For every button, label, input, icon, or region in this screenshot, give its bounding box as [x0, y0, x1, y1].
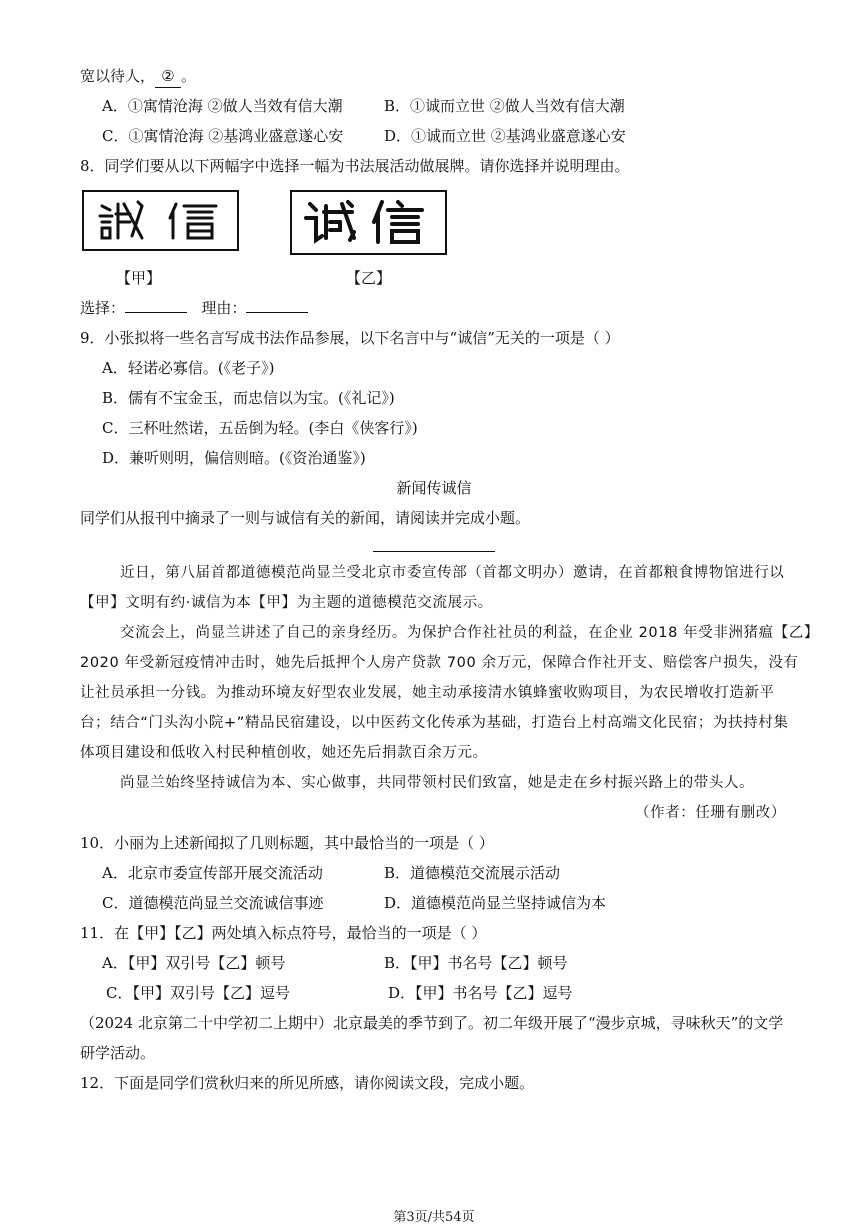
q9-option-d: D．兼听则明，偏信则暗。(《资治通鉴》) — [102, 449, 366, 467]
news-line: 交流会上，尚显兰讲述了自己的亲身经历。为保护合作社社员的利益，在企业 2018 年受非洲猪瘟【乙】 — [120, 625, 820, 641]
reason-blank[interactable] — [246, 298, 308, 313]
q11-option-a: A．【甲】双引号【乙】顿号 — [102, 954, 286, 972]
reason-label: 理由： — [201, 299, 247, 317]
q8-stem: 8．同学们要从以下两幅字中选择一幅为书法展活动做展牌。请你选择并说明理由。 — [80, 157, 630, 175]
q9-option-c: C．三杯吐然诺，五岳倒为轻。(李白《侠客行》) — [102, 419, 418, 437]
q12-stem: 12．下面是同学们赏秋归来的所见所感，请你阅读文段，完成小题。 — [80, 1074, 535, 1092]
calligraphy-image-jia — [82, 190, 239, 251]
q7-option-b: B．①诚而立世 ②做人当效有信大潮 — [384, 97, 625, 115]
q9-stem: 9．小张拟将一些名言写成书法作品参展，以下名言中与“诚信”无关的一项是（ ） — [80, 329, 620, 347]
q9-option-a: A．轻诺必寡信。(《老子》) — [102, 359, 275, 377]
context-line: （2024 北京第二十中学初二上期中）北京最美的季节到了。初二年级开展了“漫步京城，寻味秋天”的文学 — [80, 1014, 784, 1032]
label-jia: 【甲】 — [116, 269, 162, 287]
calligraphy-image-yi — [290, 190, 447, 255]
q10-option-b: B．道德模范交流展示活动 — [384, 864, 561, 882]
context-line: 研学活动。 — [80, 1044, 156, 1062]
q9-option-b: B．儒有不宝金玉，而忠信以为宝。(《礼记》) — [102, 389, 395, 407]
news-line: 台；结合“门头沟小院+”精品民宿建设，以中医药文化传承为基础，打造台上村高端文化民宿；为扶持村集 — [80, 715, 789, 731]
regular-script-icon — [292, 192, 445, 253]
news-line: 2020 年受新冠疫情冲击时，她先后抵押个人房产贷款 700 余万元，保障合作社开支、赔偿客户损失，没有 — [80, 655, 799, 671]
seal-script-icon — [84, 192, 237, 249]
news-line: 尚显兰始终坚持诚信为本、实心做事，共同带领村民们致富，她是走在乡村振兴路上的带头人。 — [120, 775, 755, 791]
q11-stem: 11．在【甲】【乙】两处填入标点符号，最恰当的一项是（ ） — [80, 924, 487, 942]
q8-answer-line — [80, 297, 308, 319]
section-title: 新闻传诚信 — [396, 479, 472, 497]
choose-label: 选择： — [80, 299, 126, 317]
q11-option-d: D．【甲】书名号【乙】逗号 — [388, 984, 573, 1002]
q7-tail: 宽以待人， ② 。 — [80, 65, 196, 88]
separator-line — [373, 551, 495, 552]
q11-option-b: B．【甲】书名号【乙】顿号 — [384, 954, 568, 972]
choose-blank[interactable] — [125, 298, 187, 313]
q11-option-c: C．【甲】双引号【乙】逗号 — [106, 984, 290, 1002]
q7-option-d: D．①诚而立世 ②基鸿业盛意遂心安 — [384, 127, 626, 145]
section-intro: 同学们从报刊中摘录了一则与诚信有关的新闻，请阅读并完成小题。 — [80, 509, 531, 527]
news-line: 近日，第八届首都道德模范尚显兰受北京市委宣传部（首都文明办）邀请，在首都粮食博物馆进行以 — [120, 565, 785, 581]
q10-option-c: C．道德模范尚显兰交流诚信事迹 — [102, 894, 324, 912]
q7-option-a: A．①寓情沧海 ②做人当效有信大潮 — [102, 97, 343, 115]
news-line: 体项目建设和低收入村民种植创收，她还先后捐款百余万元。 — [80, 745, 488, 761]
q10-option-d: D．道德模范尚显兰坚持诚信为本 — [384, 894, 607, 912]
q7-option-c: C．①寓情沧海 ②基鸿业盛意遂心安 — [102, 127, 344, 145]
label-yi: 【乙】 — [346, 269, 392, 287]
news-line: 让社员承担一分钱。为推动环境友好型农业发展，她主动承接清水镇蜂蜜收购项目，为农民增收打造新平 — [80, 685, 775, 701]
q10-option-a: A．北京市委宣传部开展交流活动 — [102, 864, 323, 882]
news-line: 【甲】文明有约·诚信为本【甲】为主题的道德模范交流展示。 — [80, 595, 493, 611]
q7-blank: ② — [155, 65, 181, 88]
page-footer: 第3页/共54页 — [393, 1210, 475, 1225]
news-author: （作者：任珊有删改） — [635, 805, 786, 821]
q10-stem: 10．小丽为上述新闻拟了几则标题，其中最恰当的一项是（ ） — [80, 834, 494, 852]
